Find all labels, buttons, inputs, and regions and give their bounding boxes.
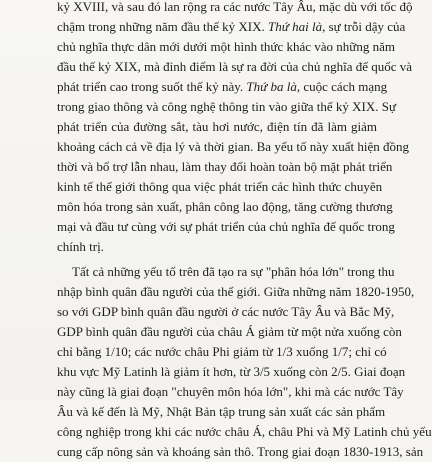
text-line — [57, 57, 413, 77]
text-line — [57, 262, 395, 282]
text-line — [57, 77, 388, 97]
text-line — [57, 282, 415, 302]
text-line — [57, 97, 397, 117]
text-segment: kinh tế thế giới thông qua việc phát triển các hình thức chuyên — [57, 179, 383, 194]
text-segment: đầu thế kỷ XIX, mà đỉnh điểm là sự ra đời của chủ nghĩa đế quốc và — [57, 59, 413, 74]
text-line — [57, 197, 393, 217]
text-segment: công nghiệp trong khi các nước châu Á, châu Phi và Mỹ Latinh chủ yếu — [57, 424, 432, 439]
text-segment: chỉ bằng 1/10; các nước châu Phi giảm từ 1/3 xuống 1/7; chỉ có — [57, 344, 387, 359]
text-line — [57, 302, 395, 322]
text-segment: khu vực Mỹ Latinh là giảm ít hơn, từ 3/5 xuống còn 2/5. Giai đoạn — [57, 364, 406, 379]
text-line — [57, 422, 432, 442]
italic-phrase: Thứ hai là — [268, 19, 323, 34]
text-line — [57, 342, 387, 362]
text-line — [57, 177, 383, 197]
paragraph-1 — [57, 0, 413, 257]
text-segment: chính trị. — [57, 239, 104, 254]
text-line — [57, 137, 409, 157]
text-segment: trong giao thông và công nghệ thông tin vào giữa thế kỷ XIX. Sự — [57, 99, 397, 114]
text-line — [57, 382, 404, 402]
italic-phrase: Thứ ba là — [246, 79, 297, 94]
text-line — [57, 157, 393, 177]
text-line — [57, 217, 395, 237]
text-line — [57, 237, 377, 257]
text-line — [57, 402, 386, 422]
text-segment: phát triển cao trong suốt thế kỷ này. — [57, 79, 247, 94]
text-segment: mại và đầu tư cùng với sự phát triển của chủ nghĩa đế quốc trong — [57, 219, 395, 234]
text-line — [57, 0, 413, 17]
text-segment: này cũng là giai đoạn "chuyên môn hóa lớn", khi mà các nước Tây — [57, 384, 404, 399]
body-text — [57, 0, 432, 462]
paragraph-2 — [57, 262, 432, 462]
text-line — [57, 322, 402, 342]
text-segment: khoảng cách cả về địa lý và thời gian. Ba yếu tố này xuất hiện đồng — [57, 139, 409, 154]
text-line — [57, 362, 406, 382]
text-segment: , sự trỗi dậy của — [322, 19, 406, 34]
text-segment: kỷ XVIII, và sau đó lan rộng ra các nước Tây Âu, mặc dù với tốc độ — [57, 0, 413, 14]
text-line — [57, 17, 406, 37]
text-segment: , cuộc cách mạng — [296, 79, 388, 94]
text-segment: Tất cả những yếu tố trên đã tạo ra sự "phân hóa lớn" trong thu — [72, 264, 395, 279]
text-segment: chậm trong những năm đầu thế kỷ XIX. — [57, 19, 269, 34]
text-line — [57, 442, 424, 462]
text-segment: so với GDP bình quân đầu người ở các nước Tây Âu và Bắc Mỹ, — [57, 304, 395, 319]
text-line — [57, 117, 377, 137]
text-segment: thời và bổ trợ lẫn nhau, làm thay đổi hoàn toàn bộ mặt phát triển — [57, 159, 393, 174]
text-segment: Âu và kế đến là Mỹ, Nhật Bản tập trung sản xuất các sản phẩm — [57, 404, 386, 419]
text-segment: GDP bình quân đầu người của châu Á giảm từ một nửa xuống còn — [57, 324, 402, 339]
text-segment: cung cấp nông sản và khoáng sản thô. Trong giai đoạn 1830-1913, sản — [57, 444, 424, 459]
text-line — [57, 37, 395, 57]
text-segment: nhập bình quân đầu người của thế giới. Giữa những năm 1820-1950, — [57, 284, 415, 299]
text-segment: phát triển của đường sắt, tàu hơi nước, điện tín đã làm giảm — [57, 119, 377, 134]
text-segment: chủ nghĩa thực dân mới dưới một hình thức khác vào những năm — [57, 39, 395, 54]
text-segment: môn hóa trong sản xuất, phân công lao động, tăng cường thương — [57, 199, 393, 214]
